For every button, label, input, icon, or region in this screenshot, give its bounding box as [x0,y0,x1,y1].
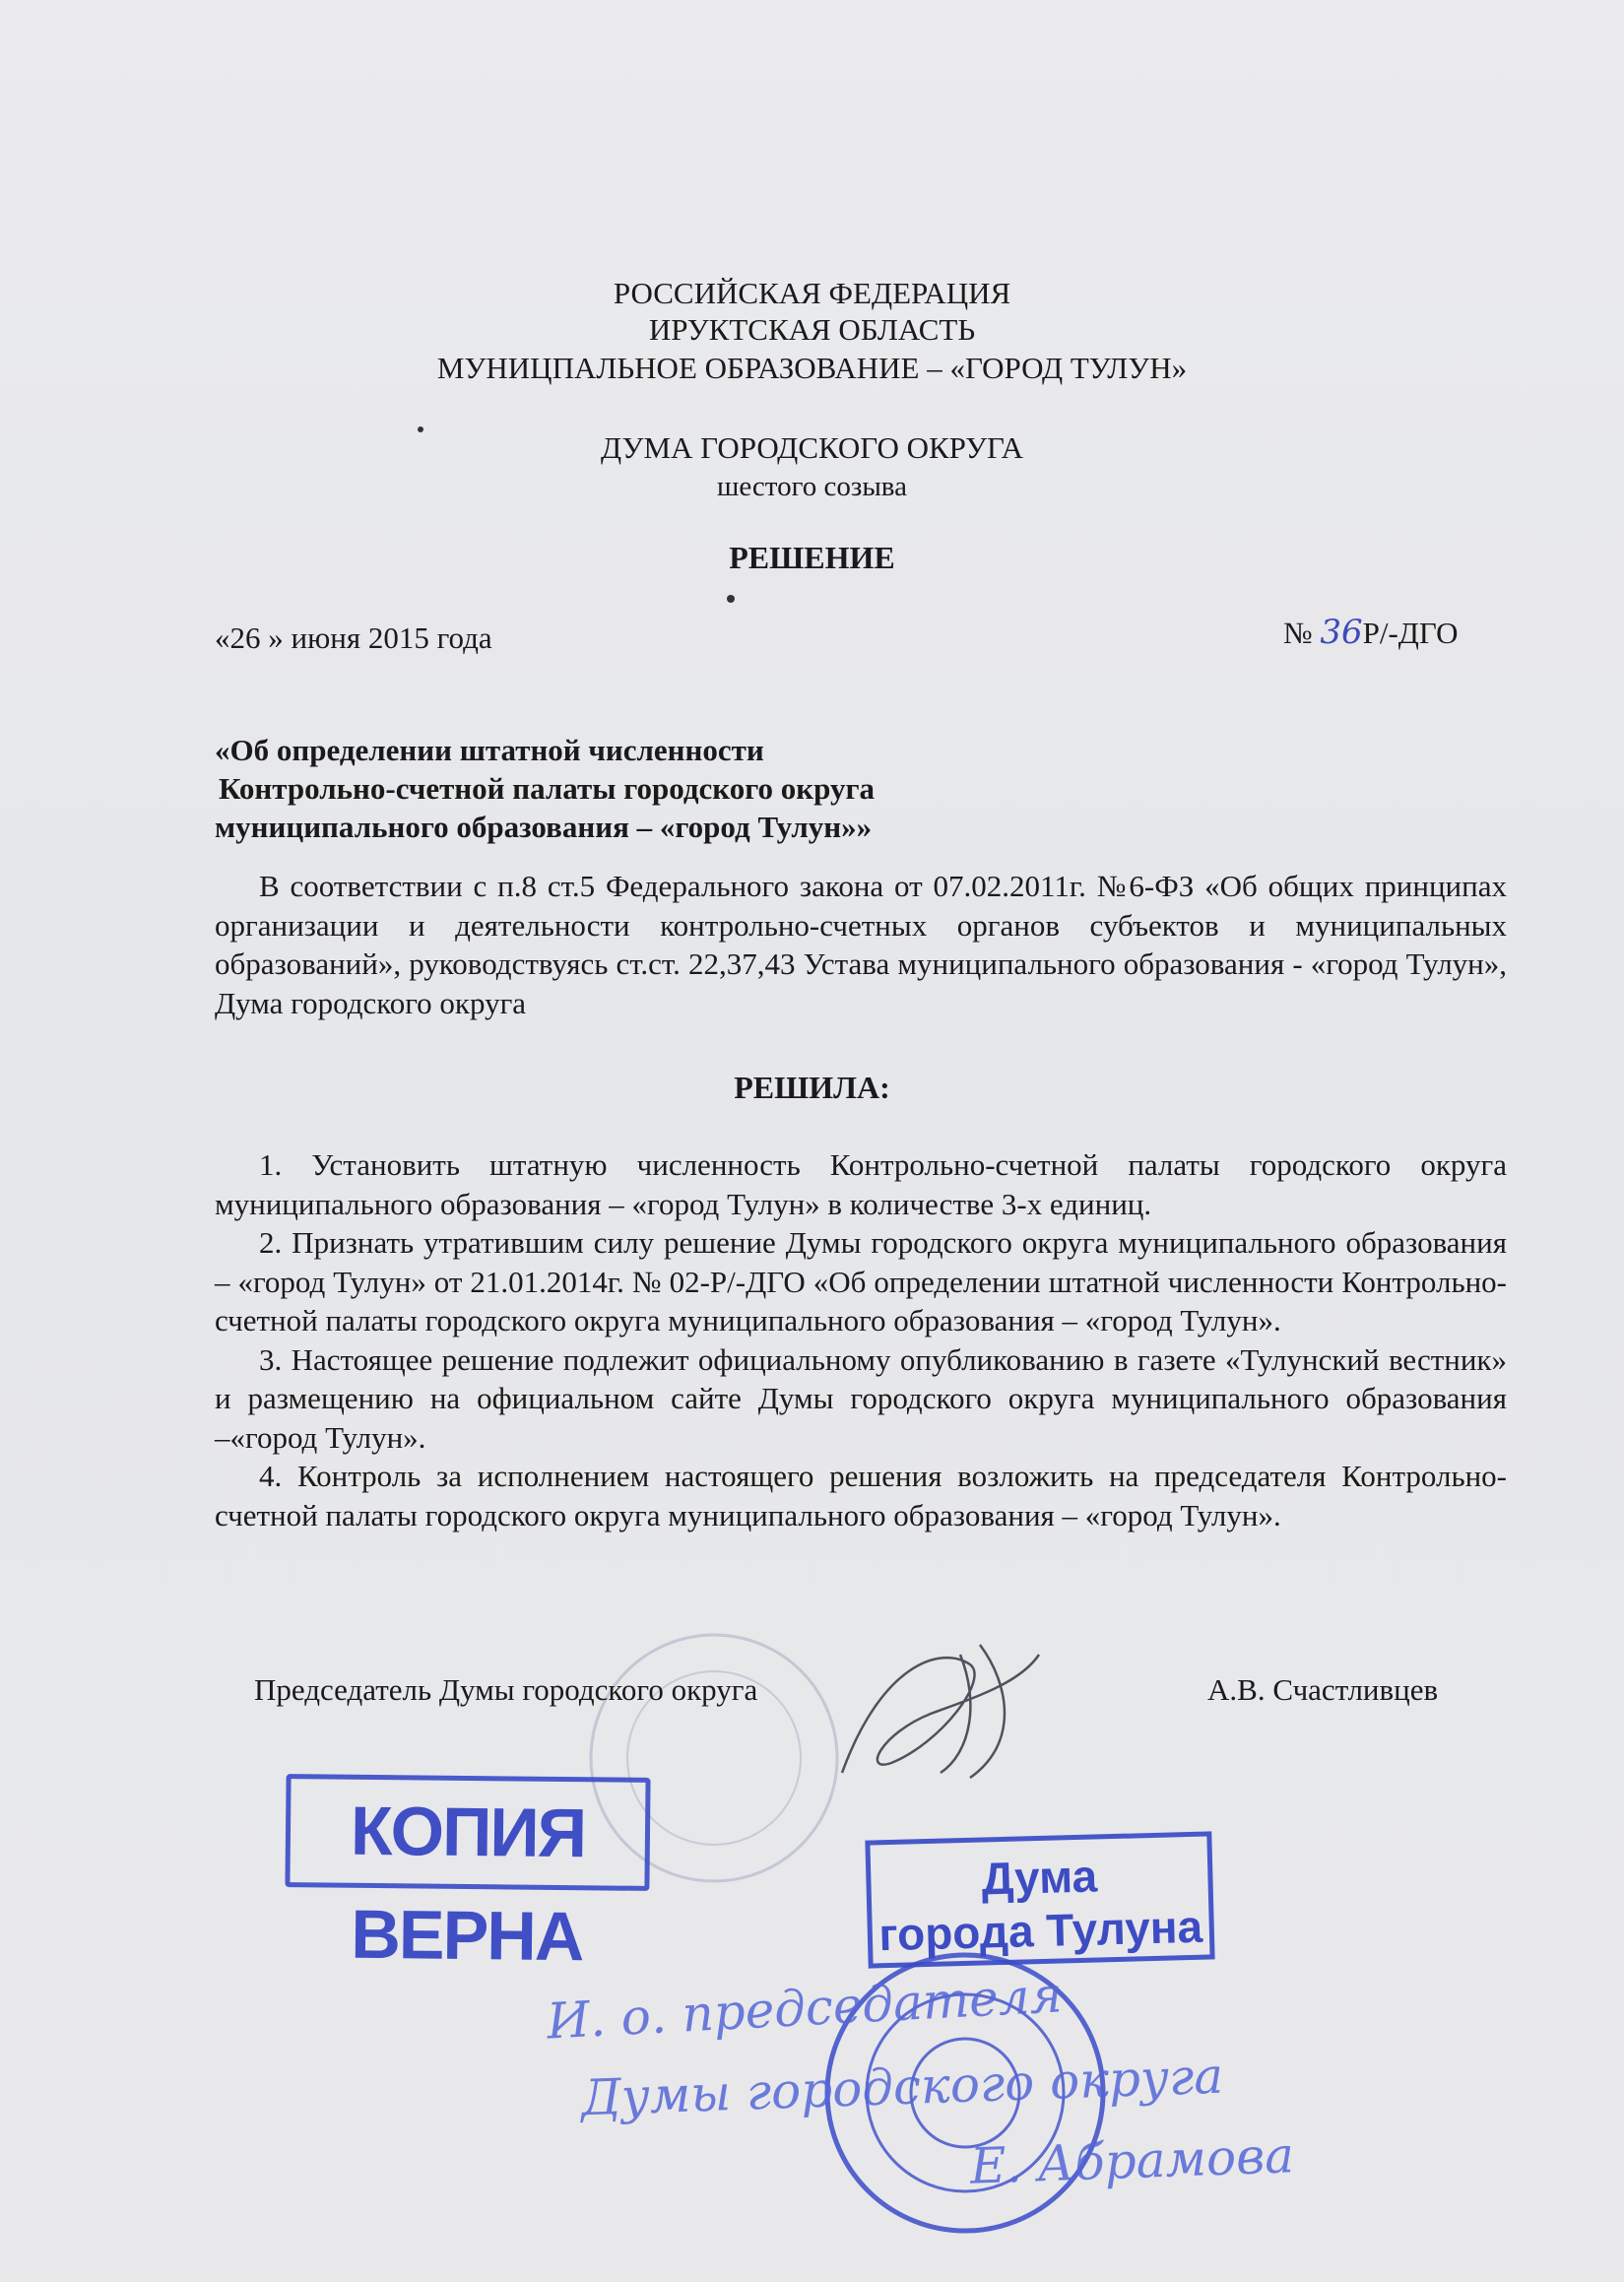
title-line: Контрольно-счетной палаты городского округа [219,771,876,806]
handwritten-line: Е. Абрамова [969,2126,1295,2195]
preamble: В соответствии с п.8 ст.5 Федерального закона от 07.02.2011г. №6-ФЗ «Об общих принципах организации и деятельности контрольно-счетных органов субъектов и муниципальных образований», руководствуясь ст.ст. 22,37,43 Устава муниципального образования - «город Тулун», Дума городского округа [215,869,1507,1020]
decision-item: 2. Признать утратившим силу решение Думы городского округа муниципального образования – «город Тулун» от 21.01.2014г. № 02-Р/-ДГО «Об определении штатной численности Контрольно-счетной палаты городского округа муниципального образования – «город Тулун». [215,1225,1507,1337]
decision-date: «26 » июня 2015 года [215,620,492,655]
number-suffix: Р/-ДГО [1362,616,1459,650]
speck [727,595,735,603]
signatory-position: Председатель Думы городского округа [254,1672,758,1707]
title-line: «Об определении штатной численности [215,733,764,767]
decision-items [215,1145,1507,1534]
convocation: шестого созыва [716,471,907,502]
duma-stamp-line: города Тулуна [877,1900,1203,1961]
region-header: ИРУКТСКАЯ ОБЛАСТЬ [648,312,976,347]
decision-title [215,731,875,846]
duma-name: ДУМА ГОРОДСКОГО ОКРУГА [601,430,1023,465]
title-line: муниципального образования – «город Тулун»» [215,810,873,844]
copy-verified-stamp: КОПИЯ ВЕРНА [285,1774,650,1891]
handwritten-line: И. о. председателя [545,1966,1064,2051]
decision-number [1283,613,1458,652]
decision-item: 4. Контроль за исполнением настоящего решения возложить на председателя Контрольно-счетной палаты городского округа муниципального образования – «город Тулун». [215,1459,1507,1532]
duma-stamp-line: Дума [981,1850,1098,1905]
handwritten-number: 36 [1320,613,1363,652]
number-prefix: № [1283,616,1321,650]
country-header: РОССИЙСКАЯ ФЕДЕРАЦИЯ [613,276,1011,310]
document-type: РЕШЕНИЕ [729,540,895,575]
handwritten-line: Думы городского округа [580,2047,1225,2127]
decided-heading: РЕШИЛА: [734,1070,890,1105]
decision-item: 3. Настоящее решение подлежит официальному опубликованию в газете «Тулунский вестник» и размещению на официальном сайте Думы городского округа муниципального образования –«город Тулун». [215,1341,1507,1455]
signatory-name: А.В. Счастливцев [1207,1672,1439,1707]
signature-image [822,1625,1059,1793]
decision-item: 1. Установить штатную численность Контрольно-счетной палаты городского округа муниципального образования – «город Тулун» в количестве 3-х единиц. [215,1147,1507,1221]
municipality-header: МУНИЦПАЛЬНОЕ ОБРАЗОВАНИЕ – «ГОРОД ТУЛУН» [436,351,1188,385]
